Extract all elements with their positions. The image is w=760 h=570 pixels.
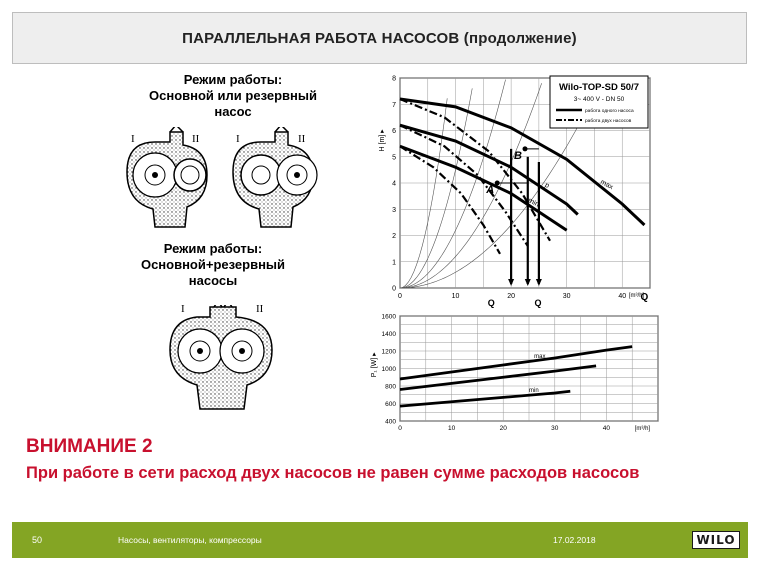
power-y-tick-label: 1400 [381,331,396,338]
power-chart [360,310,660,435]
mode1-line1: Режим работы: [183,72,283,87]
head-y-tick-label: 8 [392,75,396,83]
power-x-tick-label: 0 [398,425,402,432]
head-y-tick-label: 3 [392,206,396,214]
pump-single-illustration [115,127,355,237]
head-x-tick-label: 20 [507,293,516,300]
head-x-tick-label: 40 [618,293,627,300]
page-number: 50 [32,535,43,545]
head-legend-title: Wilo-TOP-SD 50/7 [559,82,639,93]
footer-topic: Насосы, вентиляторы, компрессоры [118,535,262,545]
head-q-mark-1: Q [487,298,495,308]
pump-label-two-c: II [256,303,264,315]
head-y-tick-label: 2 [392,233,396,240]
head-y-tick-label: 7 [392,101,396,109]
wilo-logo-text: WILO [696,533,736,547]
power-x-tick-label: 10 [447,425,456,432]
power-x-unit-label: [m³/h] [634,426,651,432]
head-legend-entry-1: работа одного насоса [585,109,634,114]
pump-label-one-b: I [236,133,240,145]
wilo-logo [692,531,740,549]
mode1-line2: Основной или резервный [149,88,317,103]
mode2-line3: насосы [188,273,238,288]
head-y-tick-label: 4 [392,180,396,188]
mode1-label [128,72,338,120]
warning-text: При работе в сети расход двух насосов не равен сумме расходов насосов [26,464,640,482]
power-y-tick-label: 1600 [381,313,396,321]
head-curve-label-min: min [526,197,541,209]
head-curve-label-p: p [543,181,551,190]
pump-label-two-a: II [192,133,200,145]
mode1-line3: насос [214,104,252,119]
mode2-line1: Режим работы: [163,241,263,256]
footer-bar [12,522,748,558]
head-y-axis-label: H [m] ▸ [379,129,386,152]
pump-label-one-a: I [131,133,135,145]
power-chart-grid [400,316,658,421]
head-x-axis-label: Q [640,292,649,303]
slide-title: ПАРАЛЛЕЛЬНАЯ РАБОТА НАСОСОВ (продолжение) [182,29,577,47]
slide-title-box [12,12,747,64]
power-y-tick-label: 1000 [381,366,396,373]
head-point-label-A: A [486,184,495,196]
warning-title: ВНИМАНИЕ 2 [26,436,153,457]
mode2-line2: Основной+резервный [140,257,286,272]
mode2-label [108,241,318,289]
head-curve-label-max: max [599,178,615,192]
power-curve-label-max: max [534,353,546,360]
head-y-tick-label: 0 [392,285,396,293]
power-y-tick-label: 1200 [381,348,396,356]
head-x-tick-label: 10 [451,293,460,300]
footer-date: 17.02.2018 [553,535,596,545]
power-curve-label-min: min [529,388,539,395]
head-x-tick-label: 0 [398,293,402,300]
head-x-unit-label: [m³/h] [628,293,645,299]
pump-label-two-b: II [298,133,306,145]
head-q-mark-2: Q [534,298,542,308]
head-chart [360,70,660,310]
head-y-tick-label: 5 [392,154,396,162]
head-point-label-B: B [514,149,522,162]
pump-dual-illustration [162,305,282,415]
power-x-tick-label: 30 [551,425,559,432]
head-y-tick-label: 1 [392,259,396,267]
power-y-axis-label: P₁ [W] ▸ [371,352,378,378]
power-y-tick-label: 400 [385,418,396,426]
head-x-tick-label: 30 [562,293,571,300]
pump-label-one-c: I [181,303,185,315]
power-x-tick-label: 40 [602,425,611,432]
power-x-tick-label: 20 [499,425,507,432]
power-y-tick-label: 600 [385,401,396,408]
head-legend [550,76,648,128]
head-y-tick-label: 6 [392,128,396,135]
power-y-tick-label: 800 [385,383,396,391]
head-legend-entry-2: работа двух насосов [585,119,632,124]
head-legend-subtitle: 3~ 400 V - DN 50 [573,96,625,103]
